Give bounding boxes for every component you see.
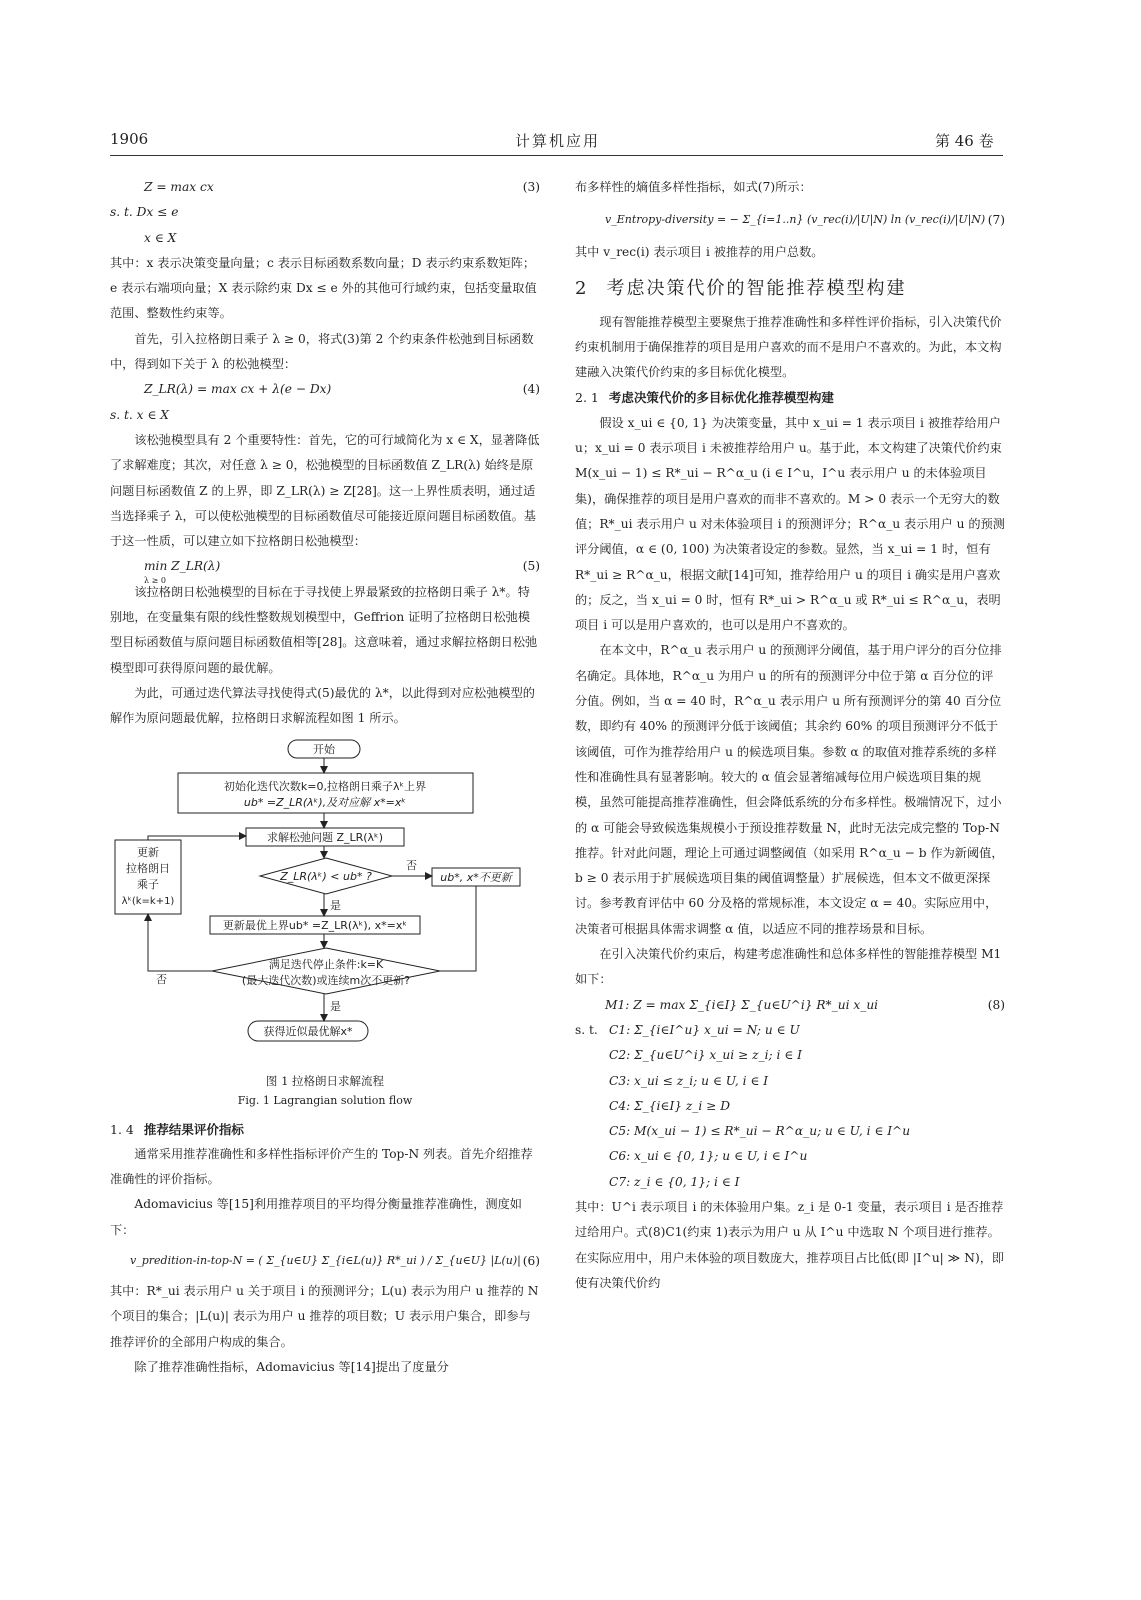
section-heading-2: 2 考虑决策代价的智能推荐模型构建	[575, 277, 907, 299]
constraint-c2: C2: Σ_{u∈U^i} x_ui ≥ z_i; i ∈ I	[609, 1048, 802, 1063]
section-heading-1-4: 1. 4 推荐结果评价指标	[110, 1121, 244, 1137]
paragraph: 除了推荐准确性指标，Adomavicius 等[14]提出了度量分	[134, 1359, 449, 1374]
flow-init-line1: 初始化迭代次数k=0,拉格朗日乘子λᵏ上界	[223, 779, 427, 793]
figure-caption-en: Fig. 1 Lagrangian solution flow	[237, 1093, 413, 1107]
constraint-c5: C5: M(x_ui − 1) ≤ R*_ui − R^α_u; u ∈ U, i ∈ I^u	[609, 1124, 911, 1139]
flow-end: 获得近似最优解x*	[263, 1024, 353, 1038]
equation-7: v_Entropy-diversity = − Σ_{i=1..n} (v_rec(i)/|U|N) ln (v_rec(i)/|U|N) (7)	[605, 213, 1005, 228]
paragraph: 为此，可通过迭代算法寻找使得式(5)最优的 λ*，以此得到对应松弛模型的解作为原问题最优解，拉格朗日求解流程如图 1 所示。	[110, 685, 535, 726]
flow-yes2-label: 是	[330, 999, 341, 1013]
flow-update: 更新最优上界ub* =Z_LR(λᵏ), x*=xᵏ	[222, 918, 408, 932]
paragraph: 首先，引入拉格朗日乘子 λ ≥ 0，将式(3)第 2 个约束条件松弛到目标函数中，得到如下关于 λ 的松弛模型：	[110, 331, 534, 372]
paragraph: 该拉格朗日松弛模型的目标在于寻找使上界最紧致的拉格朗日乘子 λ*。特别地，在变量集有限的线性整数规划模型中，Geffrion 证明了拉格朗日松弛模型目标函数值与原问题目标函数值相等[28]。这意味着，通过求解拉格朗日松弛模型即可获得原问题的最优解。	[110, 584, 538, 675]
constraint-line: s. t. Dx ≤ e	[110, 205, 179, 220]
header-rule	[110, 155, 1003, 156]
flow-mult-line1: 更新	[137, 845, 159, 859]
constraint-line: s. t. x ∈ X	[110, 407, 169, 422]
paragraph: 在引入决策代价约束后，构建考虑准确性和总体多样性的智能推荐模型 M1 如下：	[575, 947, 1002, 987]
constraint-line: x ∈ X	[144, 230, 177, 245]
flow-no-label: 否	[406, 858, 417, 872]
equation-3: Z = max cx (3)	[144, 180, 540, 194]
paragraph: 布多样性的熵值多样性指标，如式(7)所示：	[575, 180, 812, 194]
page-number: 1906	[110, 130, 149, 148]
paragraph: 现有智能推荐模型主要聚焦于推荐准确性和多样性评价指标，引入决策代价约束机制用于确保推荐的项目是用户喜欢的而不是用户不喜欢的。为此，本文构建融入决策代价约束的多目标优化模型。	[575, 314, 1002, 380]
flow-solve: 求解松弛问题 Z_LR(λᵏ)	[266, 830, 384, 844]
paragraph: 其中 v_rec(i) 表示项目 i 被推荐的用户总数。	[575, 245, 824, 260]
right-column	[575, 175, 1005, 1296]
section-heading-2-1: 2. 1 考虑决策代价的多目标优化推荐模型构建	[575, 390, 834, 406]
flow-stop-line1: 满足迭代停止条件:k=K	[268, 957, 384, 971]
flow-noupdate: ub*, x*不更新	[440, 870, 512, 884]
constraint-c6: C6: x_ui ∈ {0, 1}; u ∈ U, i ∈ I^u	[609, 1149, 808, 1164]
constraint-c1: s. t. C1: Σ_{i∈I^u} x_ui = N; u ∈ U	[575, 1022, 800, 1037]
paragraph: Adomavicius 等[15]利用推荐项目的平均得分衡量推荐准确性，测度如下：	[110, 1197, 522, 1237]
flow-no2-label: 否	[156, 972, 167, 986]
equation-6: v_predition-in-top-N = ( Σ_{u∈U} Σ_{i∈L(u)} R*_ui ) / Σ_{u∈U} |L(u)| (6)	[130, 1254, 540, 1269]
flow-mult-line4: λᵏ(k=k+1)	[121, 895, 175, 907]
flow-start: 开始	[313, 742, 335, 756]
paragraph: 通常采用推荐准确性和多样性指标评价产生的 Top-N 列表。首先介绍推荐准确性的评价指标。	[110, 1146, 533, 1187]
volume-label: 第 46 卷	[935, 132, 994, 150]
equation-8: M1: Z = max Σ_{i∈I} Σ_{u∈U^i} R*_ui x_ui (8)	[605, 997, 1005, 1012]
paragraph: 在本文中，R^α_u 表示用户 u 的预测评分阈值，基于用户评分的百分位排名确定。具体地，R^α_u 为用户 u 的所有的预测评分中位于第 α 百分位的评分值。例如，当 α = 40 时，R^α_u 表示用户 u 所有预测评分的第 40 百分位数，即约有 40% 的预测评分低于该阈值；其余约 60% 的项目预测评分不低于该阈值，可作为推荐给用户 u 的候选项目集。参数 α 的取值对推荐系统的多样性和准确性具有显著影响。较大的 α 值会显著缩减每位用户候选项目集的规模，虽然可能提高推荐准确性，但会降低系统的分布多样性。极端情况下，过小的 α 可能会导致候选集规模小于预设推荐数量 N，此时无法完成完整的 Top-N 推荐。针对此问题，理论上可通过调整阈值（如采用 R^α_u − b 作为新阈值，b ≥ 0 表示用于扩展候选项目集的阈值调整量）扩展候选，但本文不做更深探讨。参考教育评估中 60 分及格的常规标准，本文设定 α = 40。实际应用中，决策者可根据具体需求调整 α 值，以适应不同的推荐场景和目标。	[575, 643, 1004, 936]
equation-5: min Z_LR(λ) λ ≥ 0 (5)	[144, 559, 540, 586]
left-column	[110, 175, 540, 1380]
flowchart	[110, 736, 540, 1071]
flow-init-line2: ub* =Z_LR(λᵏ),及对应解 x*=xᵏ	[243, 795, 407, 809]
paragraph: 该松弛模型具有 2 个重要特性：首先，它的可行域简化为 x ∈ X，显著降低了求解难度；其次，对任意 λ ≥ 0，松弛模型的目标函数值 Z_LR(λ) 始终是原问题目标函数值 Z 的上界，即 Z_LR(λ) ≥ Z[28]。这一上界性质表明，通过适当选择乘子 λ，可以使松弛模型的目标函数值尽可能接近原问题目标函数值。基于这一性质，可以建立如下拉格朗日松弛模型：	[110, 432, 540, 549]
constraint-c7: C7: z_i ∈ {0, 1}; i ∈ I	[609, 1174, 740, 1189]
figure-caption-cn: 图 1 拉格朗日求解流程	[265, 1073, 385, 1088]
paragraph: 其中：x 表示决策变量向量；c 表示目标函数系数向量；D 表示约束系数矩阵；e 表示右端项向量；X 表示除约束 Dx ≤ e 外的其他可行域约束，包括变量取值范围、整数性约束等。	[110, 255, 537, 321]
flow-condition: Z_LR(λᵏ) < ub* ?	[280, 869, 372, 883]
constraint-c3: C3: x_ui ≤ z_i; u ∈ U, i ∈ I	[609, 1073, 769, 1088]
flow-stop-line2: (最大迭代次数)或连续m次不更新?	[241, 973, 411, 987]
paragraph: 假设 x_ui ∈ {0, 1} 为决策变量，其中 x_ui = 1 表示项目 i 被推荐给用户 u；x_ui = 0 表示项目 i 未被推荐给用户 u。基于此，本文构建了决策代价约束 M(x_ui − 1) ≤ R*_ui − R^α_u (i ∈ I^u，I^u 表示用户 u 的未体验项目集)，确保推荐的项目是用户喜欢的而非不喜欢的。M > 0 表示一个无穷大的数值；R*_ui 表示用户 u 对未体验项目 i 的预测评分；R^α_u 表示用户 u 的预测评分阈值，α ∈ (0, 100) 为决策者设定的参数。显然，当 x_ui = 1 时，恒有 R*_ui ≥ R^α_u，根据文献[14]可知，推荐给用户 u 的项目 i 确实是用户喜欢的；反之，当 x_ui = 0 时，恒有 R*_ui > R^α_u 或 R*_ui ≤ R^α_u，表明项目 i 可以是用户喜欢的，也可以是用户不喜欢的。	[575, 415, 1005, 633]
paragraph: 其中：U^i 表示项目 i 的未体验用户集。z_i 是 0-1 变量，表示项目 i 是否推荐过给用户。式(8)C1(约束 1)表示为用户 u 从 I^u 中选取 N 个项目进行推荐。在实际应用中，用户未体验的项目数庞大，推荐项目占比低(即 |I^u| ≫ N)，即使有决策代价约	[575, 1199, 1005, 1290]
flow-yes-label: 是	[330, 898, 341, 912]
constraint-c4: C4: Σ_{i∈I} z_i ≥ D	[609, 1098, 731, 1113]
paragraph: 其中：R*_ui 表示用户 u 关于项目 i 的预测评分；L(u) 表示为用户 u 推荐的 N 个项目的集合；|L(u)| 表示为用户 u 推荐的项目数；U 表示用户集合，即参与推荐评价的全部用户构成的集合。	[110, 1284, 539, 1349]
journal-name: 计算机应用	[515, 132, 601, 150]
flow-mult-line2: 拉格朗日	[126, 861, 170, 875]
flow-mult-line3: 乘子	[137, 877, 159, 891]
flow-stop-diamond	[212, 948, 440, 994]
equation-4: Z_LR(λ) = max cx + λ(e − Dx) (4)	[144, 382, 540, 397]
